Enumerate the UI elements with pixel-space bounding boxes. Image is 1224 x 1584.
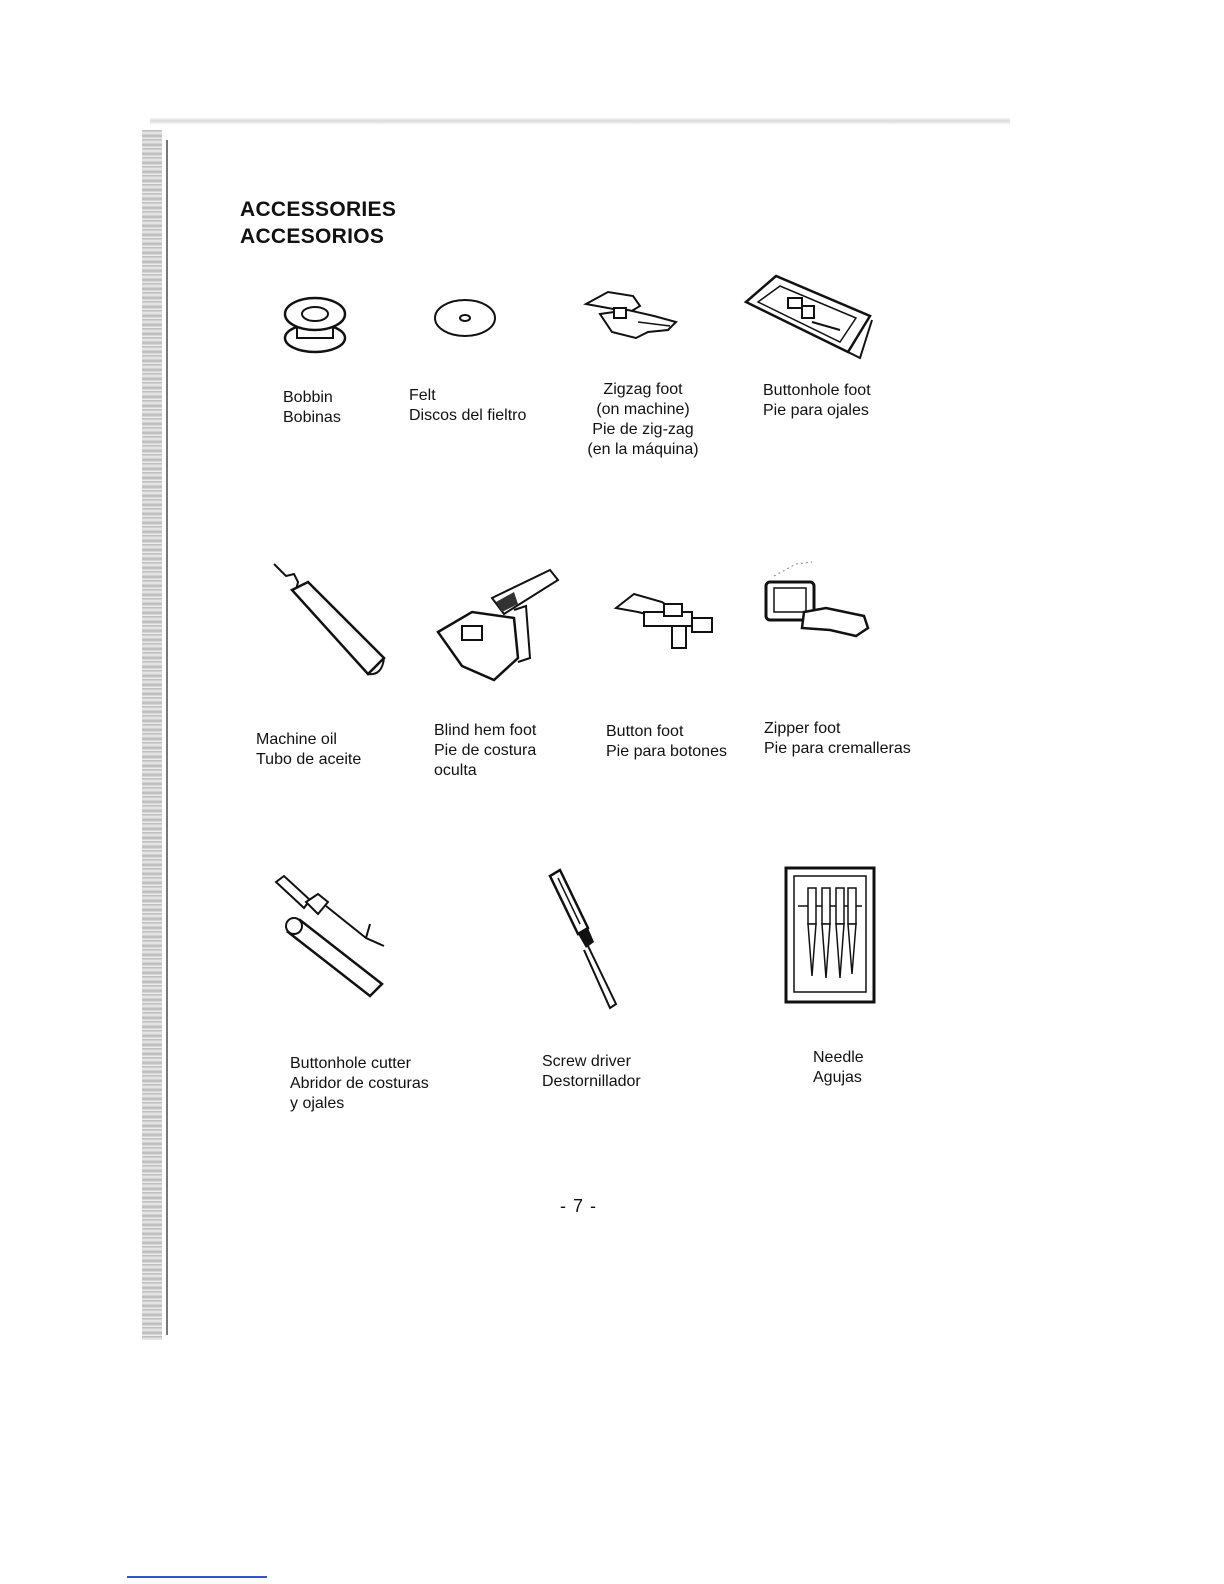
bobbin-label: Bobbin Bobinas [283, 389, 341, 426]
button-foot-label: Button foot Pie para botones [606, 723, 727, 760]
page-title [240, 196, 396, 250]
title-spanish: ACCESORIOS [240, 225, 385, 248]
needle-pack-icon [784, 866, 876, 1004]
zipper-foot-icon [756, 556, 874, 644]
buttonhole-foot-label: Buttonhole foot Pie para ojales [763, 382, 871, 419]
bobbin-icon [282, 292, 352, 358]
zigzag-foot-icon [578, 282, 684, 344]
felt-icon [432, 296, 498, 340]
buttonhole-foot-icon [740, 272, 876, 362]
button-foot-icon [608, 588, 718, 660]
needle-label: Needle Agujas [813, 1049, 864, 1086]
machine-oil-label: Machine oil Tubo de aceite [256, 731, 362, 768]
felt-label: Felt Discos del fieltro [409, 387, 527, 424]
zipper-foot-label: Zipper foot Pie para cremalleras [764, 720, 911, 757]
oil-tube-icon [268, 560, 392, 680]
blind-hem-foot-icon [432, 562, 564, 688]
seam-ripper-icon [270, 872, 394, 1002]
scan-edge-left [142, 130, 162, 1340]
scan-edge-top [150, 117, 1010, 125]
buttonhole-cutter-label: Buttonhole cutter Abridor de costuras y ojales [290, 1055, 429, 1112]
blind-hem-foot-label: Blind hem foot Pie de costura oculta [434, 722, 537, 779]
bottom-rule [127, 1576, 267, 1578]
title-english: ACCESSORIES [240, 198, 397, 221]
zigzag-foot-label: Zigzag foot (on machine) Pie de zig-zag (en la máquina) [587, 381, 699, 458]
binding-line [166, 140, 168, 1335]
page-number: - 7 - [560, 1196, 598, 1216]
screwdriver-label: Screw driver Destornillador [542, 1053, 641, 1090]
screwdriver-icon [544, 868, 626, 1014]
